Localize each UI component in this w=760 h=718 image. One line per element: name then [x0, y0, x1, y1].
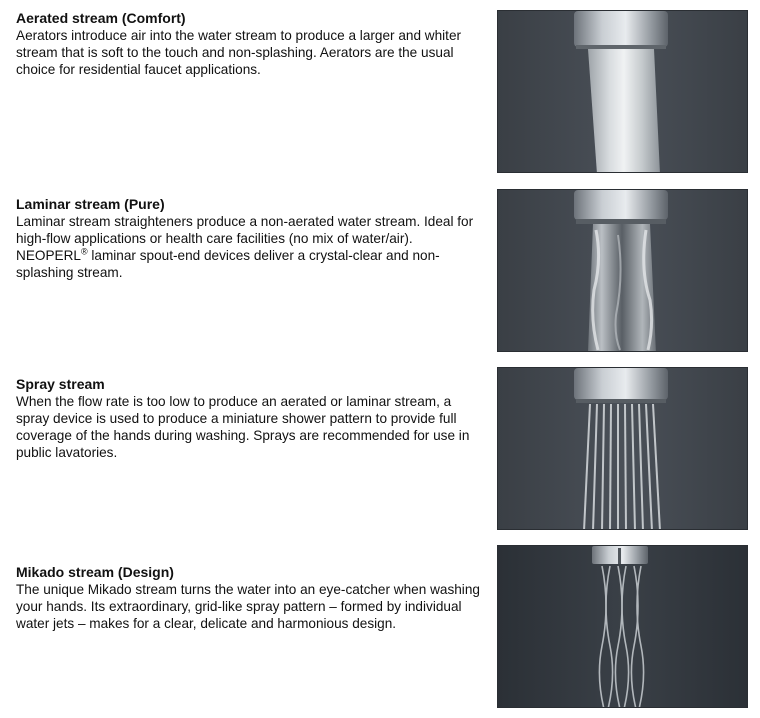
laminar-description-part2: laminar spout-end devices deliver a crystal-clear and non-splashing stream.: [16, 248, 440, 280]
laminar-description-part1: Laminar stream straighteners produce a non-aerated water stream. Ideal for high-flow applications or health care facilities (no mix of water/air). NEOPERL: [16, 214, 474, 263]
laminar-stream-photo: [497, 189, 748, 352]
spray-title: Spray stream: [16, 376, 105, 392]
mikado-stream-photo: [497, 545, 748, 708]
mikado-description: The unique Mikado stream turns the water into an eye-catcher when washing your hands. Its extraordinary, grid-like spray pattern – formed by individual water jets – makes for a clear, delicate and harmonious design.: [16, 582, 480, 631]
laminar-text-block: [16, 196, 482, 281]
mikado-title: Mikado stream (Design): [16, 564, 174, 580]
laminar-description: [16, 213, 482, 281]
aerated-text-block: [16, 10, 482, 78]
aerated-description: Aerators introduce air into the water stream to produce a larger and whiter stream that is soft to the touch and non-splashing. Aerators are the usual choice for residential faucet applications.: [16, 28, 462, 77]
spray-text-block: [16, 376, 482, 461]
spray-description: When the flow rate is too low to produce an aerated or laminar stream, a spray device is used to produce a miniature shower pattern to provide full coverage of the hands during washing. Sprays are recommended for use in public lavatories.: [16, 394, 470, 460]
aerated-title: Aerated stream (Comfort): [16, 10, 186, 26]
aerated-stream-photo: [497, 10, 748, 173]
mikado-text-block: [16, 564, 482, 632]
laminar-title: Laminar stream (Pure): [16, 196, 165, 212]
spray-stream-photo: [497, 367, 748, 530]
registered-mark: ®: [80, 246, 88, 257]
